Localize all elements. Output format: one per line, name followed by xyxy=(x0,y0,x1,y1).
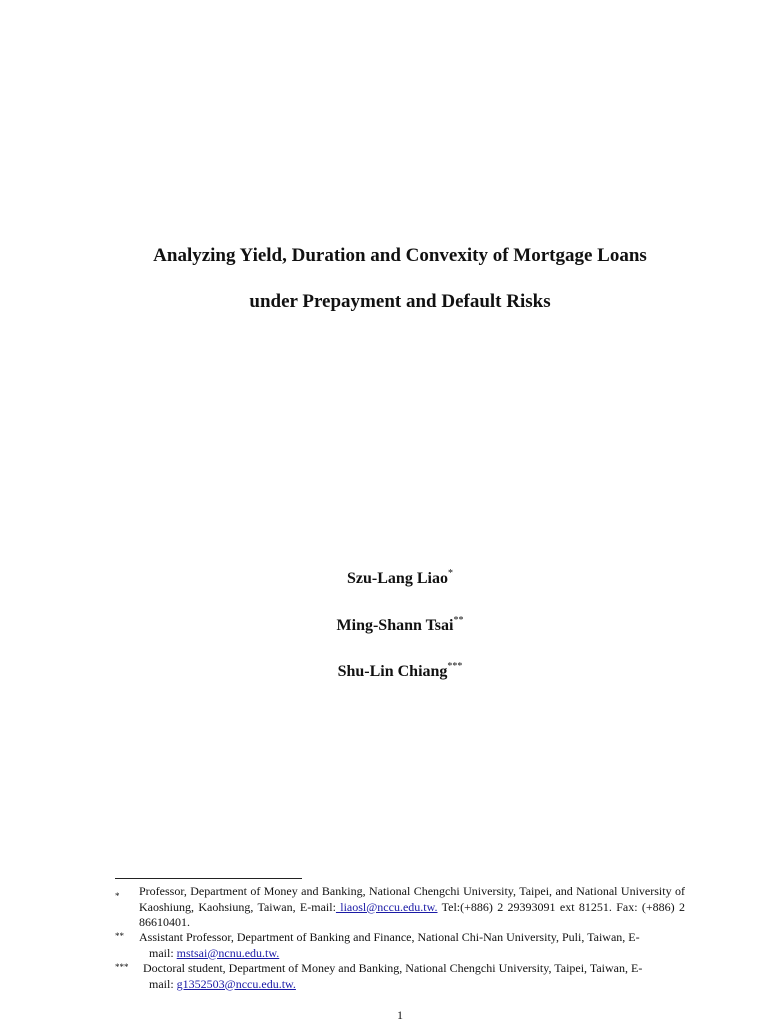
email-link[interactable]: mstsai@ncnu.edu.tw. xyxy=(176,945,280,960)
footnote-mark: ** xyxy=(115,931,124,941)
author-footnote-mark: * xyxy=(447,568,453,579)
title-line-1: Analyzing Yield, Duration and Convexity of Mortgage Loans xyxy=(153,245,647,266)
page-number: 1 xyxy=(397,1008,403,1022)
author-footnote-mark: ** xyxy=(453,615,464,626)
author-name-text: Shu-Lin Chiang xyxy=(337,663,448,680)
footnote-text-part: Assistant Professor, Department of Banking and Finance, National Chi-Nan University, Puli, Taiwan, E- xyxy=(139,930,640,944)
footnote-text-part: mail: xyxy=(149,976,177,991)
author-footnote-mark: *** xyxy=(447,661,463,672)
author-name xyxy=(0,662,768,682)
footnote-text xyxy=(139,930,685,961)
footnote-mark: *** xyxy=(115,962,129,972)
footnote xyxy=(115,930,685,961)
author-name-text: Szu-Lang Liao xyxy=(347,570,448,587)
footnote-text-continuation xyxy=(139,946,685,962)
author-name xyxy=(0,616,768,636)
footnote-text-part: mail: xyxy=(149,945,177,960)
title-line-2: under Prepayment and Default Risks xyxy=(249,291,551,312)
footnote-divider xyxy=(115,878,302,879)
author-name xyxy=(0,569,768,589)
footnote-text xyxy=(139,884,685,931)
footnote-text-part: Professor, Department of Money and Banking, National Chengchi University, Taipei, and National University of Kaoshiung, Kaohsiung, Taiwan, E-mail: xyxy=(139,884,685,914)
footnote xyxy=(115,961,685,992)
footnote-text-continuation xyxy=(143,977,685,993)
footnote xyxy=(115,884,685,931)
footnote-text-part: Tel:(+886) 2 29393091 ext 81251. Fax: (+886) 2 86610401. xyxy=(139,899,685,930)
author-name-text: Ming-Shann Tsai xyxy=(336,617,454,634)
email-link[interactable]: g1352503@nccu.edu.tw. xyxy=(176,976,296,991)
footnote-text-part: Doctoral student, Department of Money and Banking, National Chengchi University, Taipei, Taiwan, E- xyxy=(143,961,643,975)
email-link[interactable]: liaosl@nccu.edu.tw. xyxy=(335,899,438,914)
footnote-mark: * xyxy=(115,891,120,901)
footnote-text xyxy=(143,961,685,992)
